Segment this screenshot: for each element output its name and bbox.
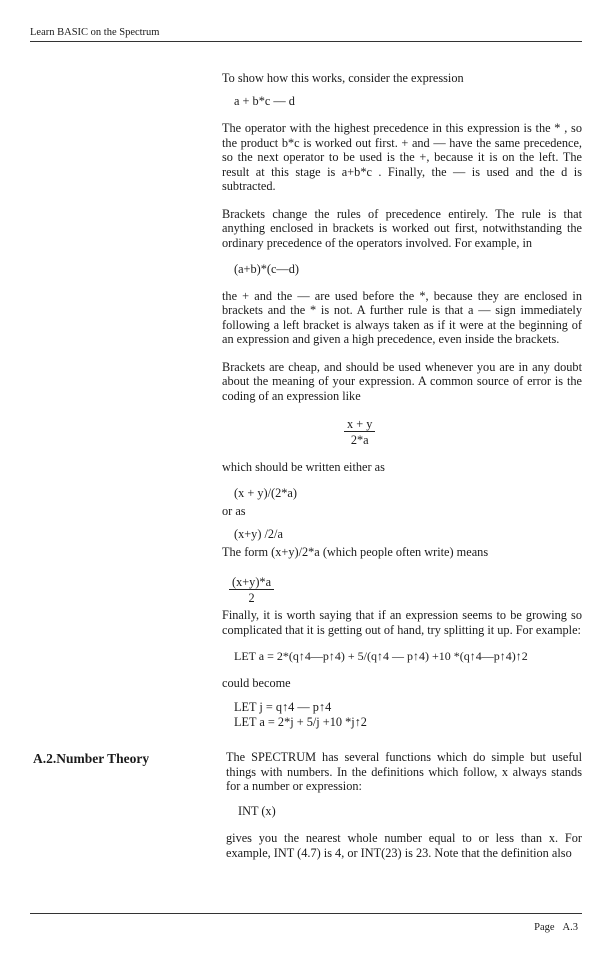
paragraph-splitting: Finally, it is worth saying that if an expression seems to be growing so complicated that it is getting out of hand, try splitting it up. For example: — [222, 608, 582, 637]
paragraph-form-means: The form (x+y)/2*a (which people often write) means — [222, 545, 489, 559]
code-let-long: LET a = 2*(q↑4—p↑4) + 5/(q↑4 — p↑4) +10 *(q↑4—p↑4)↑2 — [234, 649, 528, 663]
page-number: A.3 — [562, 922, 578, 933]
paragraph-spectrum-functions: The SPECTRUM has several functions which do simple but useful things with numbers. In the definitions which follow, x always stands for a number or expression: — [226, 750, 582, 793]
code-expression-3: (x + y)/(2*a) — [234, 485, 297, 500]
fraction-numerator: x + y — [344, 417, 375, 432]
paragraph-brackets-cheap: Brackets are cheap, and should be used whenever you are in any doubt about the meaning of your expression. A common source of error is the coding of an expression like — [222, 359, 582, 403]
paragraph-bracket-rule: the + and the — are used before the *, because they are enclosed in brackets and the * is not. A further rule is that a — sign immediately following a left bracket is always taken as if it were at the beginning of an expression and given a high precedence, even inside the brackets. — [222, 288, 582, 346]
paragraph-intro: To show how this works, consider the expression — [222, 71, 464, 85]
page-label: Page — [534, 922, 555, 933]
fraction-denominator: 2 — [248, 591, 255, 605]
fraction-numerator: (x+y)*a — [229, 575, 274, 590]
fraction-denominator: 2*a — [350, 433, 369, 447]
fraction-xy-times-a-over-2 — [229, 575, 274, 605]
code-expression-2: (a+b)*(c—d) — [234, 262, 299, 276]
fraction-x-plus-y-over-2a — [344, 417, 375, 447]
paragraph-or-as: or as — [222, 504, 246, 518]
paragraph-written-as: which should be written either as — [222, 460, 385, 474]
code-int-x: INT (x) — [238, 803, 276, 818]
middle-text-column — [222, 460, 582, 560]
running-header: Learn BASIC on the Spectrum — [30, 27, 160, 38]
page-footer — [534, 922, 578, 933]
header-rule — [30, 41, 582, 42]
number-theory-text-column — [226, 750, 582, 860]
code-let-j: LET j = q↑4 — p↑4 — [234, 700, 332, 714]
footer-rule — [30, 913, 582, 914]
code-let-a: LET a = 2*j + 5/j +10 *j↑2 — [234, 714, 367, 729]
code-expression-1: a + b*c — d — [234, 93, 295, 108]
paragraph-precedence: The operator with the highest precedence in this expression is the * , so the product b*c is worked out first. + and — have the same precedence, so the next operator to be used is the +, because it is on the left. The result at this stage is a+b*c . Finally, the — is used and the d is subtracted. — [222, 121, 582, 193]
code-expression-4: (x+y) /2/a — [234, 526, 283, 541]
paragraph-int-description: gives you the nearest whole number equal to or less than x. For example, INT (4.7) is 4, or INT(23) is 23. Note that the definition also — [226, 831, 582, 860]
section-heading-number-theory: A.2.Number Theory — [33, 751, 150, 766]
paragraph-brackets: Brackets change the rules of precedence entirely. The rule is that anything enclosed in brackets is worked out first, notwithstanding the ordinary precedence of the operators involved. For example, in — [222, 206, 582, 250]
upper-text-column — [222, 71, 582, 403]
lower-text-column — [222, 608, 582, 729]
paragraph-could-become: could become — [222, 675, 291, 690]
